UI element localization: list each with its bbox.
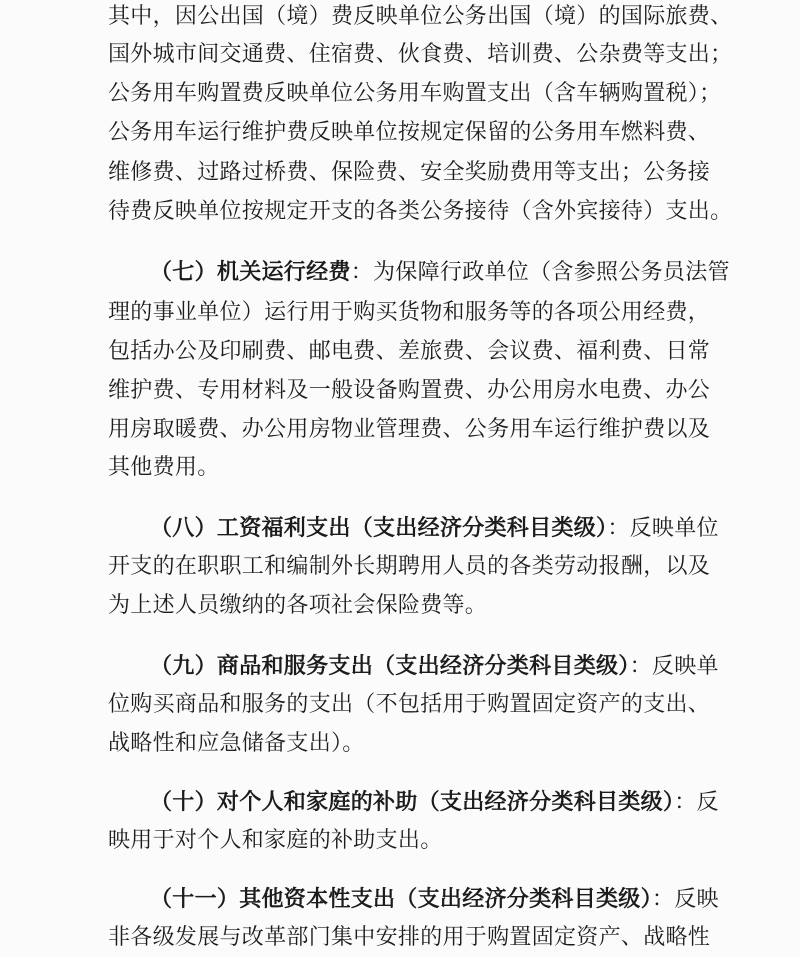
section-9-first-line — [150, 652, 719, 682]
section-7-line-3: 包括办公及印刷费、邮电费、差旅费、会议费、福利费、日常 — [108, 339, 711, 364]
section-10-first-line — [150, 788, 719, 818]
section-7-line-5: 用房取暖费、办公用房物业管理费、公务用车运行维护费以及 — [108, 417, 711, 442]
section-10-heading: （十）对个人和家庭的补助（支出经济分类科目类级） — [150, 790, 675, 815]
intro-line-4: 公务用车运行维护费反映单位按规定保留的公务用车燃料费、 — [108, 120, 711, 145]
section-7-line-4: 维护费、专用材料及一般设备购置费、办公用房水电费、办公 — [108, 378, 711, 403]
intro-line-1: 其中，因公出国（境）费反映单位公务出国（境）的国际旅费、 — [108, 4, 733, 29]
section-7-first-line — [150, 258, 730, 288]
section-8-line-2: 开支的在职职工和编制外长期聘用人员的各类劳动报酬，以及 — [108, 554, 711, 579]
section-11-first-rest: ：反映 — [651, 887, 719, 912]
section-9-first-rest: ：反映单 — [629, 654, 719, 679]
section-9-line-2: 位购买商品和服务的支出（不包括用于购置固定资产的支出、 — [108, 692, 711, 717]
intro-line-6: 待费反映单位按规定开支的各类公务接待（含外宾接待）支出。 — [108, 199, 733, 224]
section-8-first-line — [150, 514, 719, 544]
section-7-line-2: 理的事业单位）运行用于购买货物和服务等的各项公用经费， — [108, 300, 711, 325]
section-11-line-2: 非各级发展与改革部门集中安排的用于购置固定资产、战略性 — [108, 925, 711, 950]
section-8-heading: （八）工资福利支出（支出经济分类科目类级） — [150, 516, 608, 541]
section-7-heading: （七）机关运行经费 — [150, 260, 351, 285]
intro-line-5: 维修费、过路过桥费、保险费、安全奖励费用等支出；公务接 — [108, 160, 711, 185]
intro-line-2: 国外城市间交通费、住宿费、伙食费、培训费、公杂费等支出； — [108, 42, 733, 67]
section-10-line-2: 映用于对个人和家庭的补助支出。 — [108, 828, 443, 853]
section-9-heading: （九）商品和服务支出（支出经济分类科目类级） — [150, 654, 630, 679]
section-8-first-rest: ：反映单位 — [607, 516, 719, 541]
section-9-line-3: 战略性和应急储备支出）。 — [108, 731, 365, 756]
section-8-line-3: 为上述人员缴纳的各项社会保险费等。 — [108, 593, 488, 618]
section-7-line-6: 其他费用。 — [108, 455, 220, 480]
section-11-heading: （十一）其他资本性支出（支出经济分类科目类级） — [150, 887, 652, 912]
section-10-first-rest: ：反 — [674, 790, 719, 815]
intro-line-3: 公务用车购置费反映单位公务用车购置支出（含车辆购置税）； — [108, 81, 722, 106]
section-7-first-rest: ：为保障行政单位（含参照公务员法管 — [350, 260, 730, 285]
section-11-first-line — [150, 885, 719, 915]
